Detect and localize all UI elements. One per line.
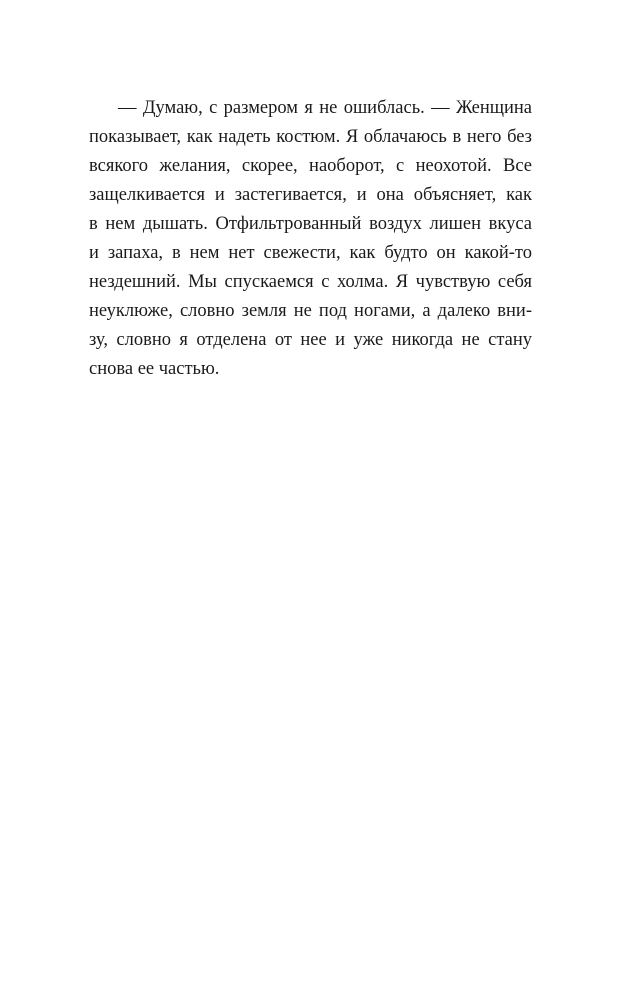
paragraph-line: нездешний. Мы спускаемся с холма. Я чувствую себя: [89, 272, 532, 292]
paragraph: [89, 94, 532, 384]
paragraph-line: снова ее частью.: [89, 359, 220, 379]
paragraph-line: — Думаю, с размером я не ошиблась. — Женщина: [118, 98, 532, 118]
paragraph-line: зу, словно я отделена от нее и уже никогда не стану: [89, 330, 532, 350]
paragraph-line: и запаха, в нем нет свежести, как будто он какой-то: [89, 243, 532, 263]
paragraph-line: защелкивается и застегивается, и она объясняет, как: [89, 185, 532, 205]
paragraph-line: в нем дышать. Отфильтрованный воздух лишен вкуса: [89, 214, 532, 234]
paragraph-line: показывает, как надеть костюм. Я облачаюсь в него без: [89, 127, 532, 147]
paragraph-line: всякого желания, скорее, наоборот, с неохотой. Все: [89, 156, 532, 176]
paragraph-line: неуклюже, словно земля не под ногами, а далеко вни-: [89, 301, 532, 321]
